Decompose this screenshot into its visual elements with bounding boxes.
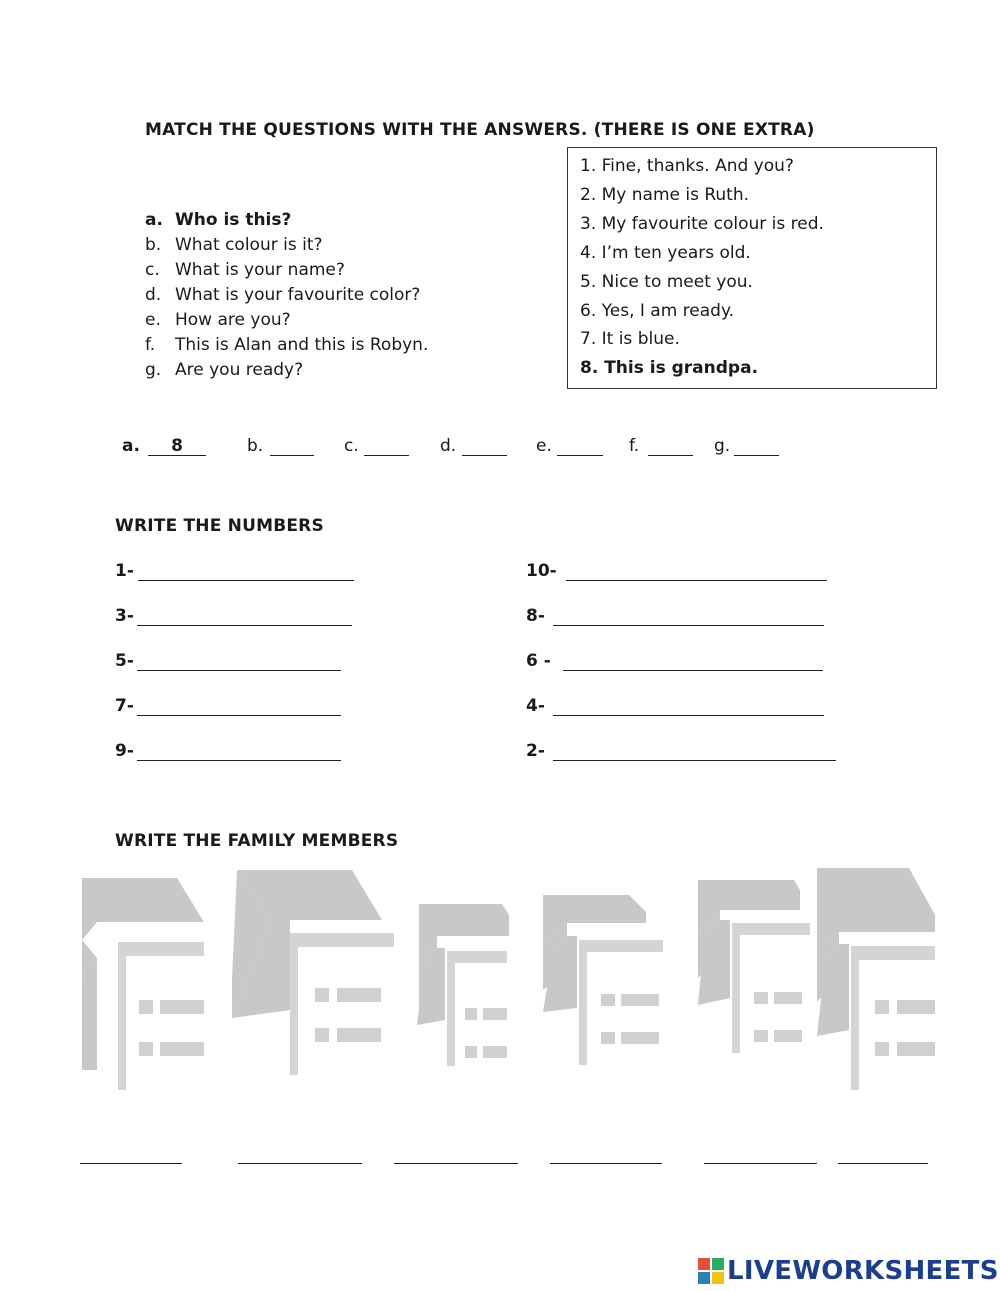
question-g: g. Are you ready? [145, 360, 304, 380]
family-answer-line-6[interactable] [838, 1163, 928, 1164]
blank-f[interactable] [648, 455, 693, 456]
question-b: b. What colour is it? [145, 235, 323, 255]
number-line-5[interactable] [137, 670, 341, 671]
blank-b[interactable] [270, 455, 314, 456]
blank-c[interactable] [364, 455, 409, 456]
family-answer-line-5[interactable] [704, 1163, 817, 1164]
answer-2: 2. My name is Ruth. [580, 185, 750, 205]
image-placeholder-icon [817, 860, 935, 1092]
number-label-7: 7- [115, 696, 134, 716]
number-line-6[interactable] [563, 670, 823, 671]
blank-e[interactable] [557, 455, 603, 456]
blank-d[interactable] [462, 455, 507, 456]
number-label-2: 2- [526, 741, 545, 761]
numbers-heading: WRITE THE NUMBERS [115, 516, 324, 536]
answer-8: 8. This is grandpa. [580, 358, 759, 378]
blank-label-g: g. [714, 436, 731, 456]
image-placeholder-icon [541, 860, 663, 1075]
number-label-8: 8- [526, 606, 545, 626]
answer-5: 5. Nice to meet you. [580, 272, 753, 292]
blank-g[interactable] [734, 455, 779, 456]
family-answer-line-3[interactable] [394, 1163, 518, 1164]
number-line-4[interactable] [553, 715, 824, 716]
number-line-8[interactable] [553, 625, 824, 626]
answer-6: 6. Yes, I am ready. [580, 301, 734, 321]
answer-7: 7. It is blue. [580, 329, 680, 349]
answer-4: 4. I’m ten years old. [580, 243, 751, 263]
number-line-2[interactable] [553, 760, 836, 761]
number-line-3[interactable] [137, 625, 352, 626]
image-placeholder-icon [696, 860, 811, 1075]
question-e: e. How are you? [145, 310, 291, 330]
blank-label-a: a. [122, 436, 140, 456]
number-label-5: 5- [115, 651, 134, 671]
number-label-4: 4- [526, 696, 545, 716]
question-f: f. This is Alan and this is Robyn. [145, 335, 429, 355]
blank-label-c: c. [344, 436, 359, 456]
blank-a-value[interactable]: 8 [171, 436, 183, 456]
image-placeholder-icon [82, 860, 207, 1092]
number-label-10: 10- [526, 561, 557, 581]
blank-label-d: d. [440, 436, 457, 456]
image-placeholder-icon [417, 860, 509, 1075]
number-line-7[interactable] [137, 715, 341, 716]
family-answer-line-2[interactable] [238, 1163, 362, 1164]
question-a: a. Who is this? [145, 210, 292, 230]
number-label-9: 9- [115, 741, 134, 761]
blank-label-f: f. [629, 436, 640, 456]
image-placeholder-icon [232, 860, 394, 1075]
family-answer-line-4[interactable] [550, 1163, 662, 1164]
number-label-3: 3- [115, 606, 134, 626]
number-line-9[interactable] [137, 760, 341, 761]
liveworksheets-logo-icon [698, 1258, 724, 1284]
liveworksheets-logo-text: LIVEWORKSHEETS [727, 1256, 999, 1286]
answer-1: 1. Fine, thanks. And you? [580, 156, 794, 176]
question-c: c. What is your name? [145, 260, 345, 280]
answer-box [567, 147, 937, 389]
number-line-10[interactable] [566, 580, 827, 581]
question-d: d. What is your favourite color? [145, 285, 421, 305]
match-heading: MATCH THE QUESTIONS WITH THE ANSWERS. (THERE IS ONE EXTRA) [145, 120, 815, 140]
family-answer-line-1[interactable] [80, 1163, 182, 1164]
family-heading: WRITE THE FAMILY MEMBERS [115, 831, 399, 851]
number-label-6: 6 - [526, 651, 551, 671]
blank-label-b: b. [247, 436, 264, 456]
answer-3: 3. My favourite colour is red. [580, 214, 824, 234]
number-line-1[interactable] [138, 580, 354, 581]
blank-label-e: e. [536, 436, 552, 456]
number-label-1: 1- [115, 561, 134, 581]
